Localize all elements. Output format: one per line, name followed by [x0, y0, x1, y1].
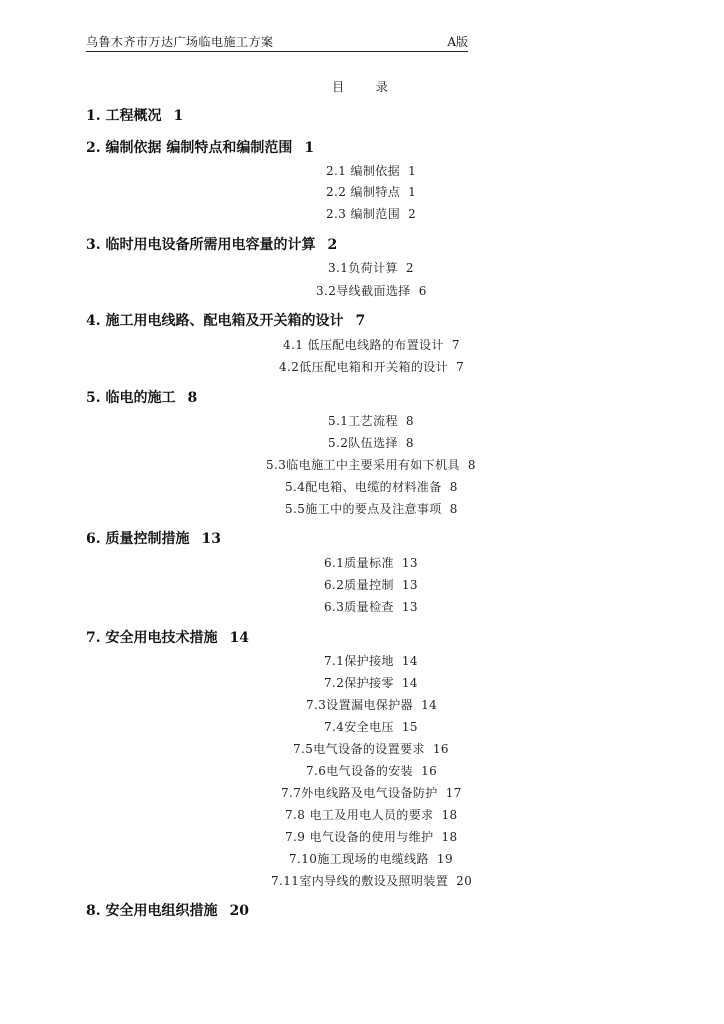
- toc-chapter-label: 5. 临电的施工: [86, 390, 176, 406]
- toc-section-label: 7.9 电气设备的使用与维护: [285, 830, 434, 844]
- toc-section-page: 13: [401, 600, 418, 614]
- toc-section[interactable]: [283, 338, 460, 352]
- toc-section[interactable]: [326, 207, 416, 221]
- toc-section[interactable]: [326, 164, 416, 178]
- toc-section-page: 18: [441, 808, 458, 822]
- toc-section-page: 14: [401, 654, 418, 668]
- toc-section-label: 5.2队伍选择: [328, 436, 398, 450]
- toc-chapter-page: 13: [201, 531, 221, 547]
- toc-chapter-label: 6. 质量控制措施: [86, 531, 190, 547]
- toc-section-page: 8: [405, 414, 414, 428]
- toc-chapter[interactable]: [86, 531, 221, 547]
- toc-section-label: 4.1 低压配电线路的布置设计: [283, 338, 444, 352]
- toc-section-page: 8: [449, 480, 458, 494]
- toc-section[interactable]: [324, 720, 418, 734]
- toc-chapter-page: 2: [327, 237, 338, 253]
- toc-section[interactable]: [324, 600, 418, 614]
- toc-section[interactable]: [285, 808, 458, 822]
- toc-section-label: 7.3设置漏电保护器: [306, 698, 414, 712]
- toc-section-page: 15: [401, 720, 418, 734]
- toc-chapter-label: 4. 施工用电线路、配电箱及开关箱的设计: [86, 313, 344, 329]
- toc-section-page: 16: [421, 764, 438, 778]
- toc-chapter-label: 8. 安全用电组织措施: [86, 903, 218, 919]
- toc-chapter-label: 7. 安全用电技术措施: [86, 630, 218, 646]
- toc-chapter[interactable]: [86, 903, 249, 919]
- toc-section[interactable]: [306, 698, 437, 712]
- toc-section-page: 7: [456, 360, 465, 374]
- toc-chapter[interactable]: [86, 390, 197, 406]
- toc-section-label: 7.6电气设备的安装: [306, 764, 414, 778]
- toc-chapter[interactable]: [86, 313, 365, 329]
- toc-section[interactable]: [324, 654, 418, 668]
- toc-section[interactable]: [285, 830, 458, 844]
- toc-chapter-page: 1: [304, 140, 315, 156]
- toc-section-label: 7.1保护接地: [324, 654, 394, 668]
- toc-section[interactable]: [328, 261, 414, 275]
- toc-chapter-page: 14: [229, 630, 249, 646]
- toc-section-page: 8: [467, 458, 476, 472]
- toc-section-page: 13: [401, 578, 418, 592]
- toc-section[interactable]: [293, 742, 449, 756]
- toc-chapter-label: 3. 临时用电设备所需用电容量的计算: [86, 237, 316, 253]
- toc-section-label: 3.1负荷计算: [328, 261, 398, 275]
- toc-section-label: 6.2质量控制: [324, 578, 394, 592]
- toc-section-label: 2.3 编制范围: [326, 207, 401, 221]
- toc-section-label: 7.2保护接零: [324, 676, 394, 690]
- toc-section[interactable]: [324, 556, 418, 570]
- toc-chapter[interactable]: [86, 108, 183, 124]
- toc-heading: 目 录: [332, 80, 402, 94]
- toc-section-page: 20: [456, 874, 473, 888]
- toc-section-label: 5.4配电箱、电缆的材料准备: [285, 480, 442, 494]
- toc-section[interactable]: [279, 360, 464, 374]
- toc-section-label: 6.1质量标准: [324, 556, 394, 570]
- toc-section-page: 2: [405, 261, 414, 275]
- toc-section-page: 7: [451, 338, 460, 352]
- toc-section[interactable]: [285, 502, 458, 516]
- toc-chapter-page: 1: [173, 108, 184, 124]
- toc-section-label: 7.8 电工及用电人员的要求: [285, 808, 434, 822]
- toc-section[interactable]: [281, 786, 462, 800]
- toc-section-label: 5.1工艺流程: [328, 414, 398, 428]
- toc-section[interactable]: [266, 458, 476, 472]
- toc-section-label: 7.7外电线路及电气设备防护: [281, 786, 438, 800]
- toc-section-page: 8: [449, 502, 458, 516]
- toc-section-page: 17: [445, 786, 462, 800]
- toc-section-label: 7.11室内导线的敷设及照明装置: [271, 874, 449, 888]
- toc-section[interactable]: [289, 852, 453, 866]
- toc-section-page: 2: [408, 207, 417, 221]
- toc-section-page: 1: [408, 185, 417, 199]
- toc-section-label: 4.2低压配电箱和开关箱的设计: [279, 360, 449, 374]
- toc-section-label: 7.4安全电压: [324, 720, 394, 734]
- toc-section-label: 7.10施工现场的电缆线路: [289, 852, 429, 866]
- toc-chapter-label: 2. 编制依据 编制特点和编制范围: [86, 140, 293, 156]
- toc-section-label: 2.2 编制特点: [326, 185, 401, 199]
- toc-section-page: 13: [401, 556, 418, 570]
- toc-section-label: 7.5电气设备的设置要求: [293, 742, 425, 756]
- toc-chapter[interactable]: [86, 630, 249, 646]
- toc-section[interactable]: [328, 436, 414, 450]
- toc-section-label: 5.3临电施工中主要采用有如下机具: [266, 458, 460, 472]
- toc-chapter-label: 1. 工程概况: [86, 108, 162, 124]
- toc-section[interactable]: [271, 874, 472, 888]
- toc-section-label: 6.3质量检查: [324, 600, 394, 614]
- toc-chapter[interactable]: [86, 237, 337, 253]
- toc-section-page: 14: [421, 698, 438, 712]
- toc-chapter-page: 7: [355, 313, 366, 329]
- toc-section-page: 8: [405, 436, 414, 450]
- toc-section[interactable]: [324, 578, 418, 592]
- toc-section[interactable]: [328, 414, 414, 428]
- toc-section-page: 19: [436, 852, 453, 866]
- toc-section[interactable]: [326, 185, 416, 199]
- toc-section-page: 14: [401, 676, 418, 690]
- toc-section-page: 6: [418, 284, 427, 298]
- toc-section-label: 2.1 编制依据: [326, 164, 401, 178]
- toc-section-page: 18: [441, 830, 458, 844]
- toc-chapter-page: 8: [187, 390, 198, 406]
- toc-section[interactable]: [285, 480, 458, 494]
- document-version: A版: [447, 35, 468, 49]
- document-title: 乌鲁木齐市万达广场临电施工方案: [86, 35, 274, 49]
- toc-chapter-page: 20: [229, 903, 249, 919]
- toc-section[interactable]: [324, 676, 418, 690]
- toc-section[interactable]: [306, 764, 437, 778]
- toc-section-label: 3.2导线截面选择: [316, 284, 411, 298]
- toc-section[interactable]: [316, 284, 427, 298]
- toc-chapter[interactable]: [86, 140, 314, 156]
- toc-section-label: 5.5施工中的要点及注意事项: [285, 502, 442, 516]
- toc-section-page: 1: [408, 164, 417, 178]
- toc-section-page: 16: [432, 742, 449, 756]
